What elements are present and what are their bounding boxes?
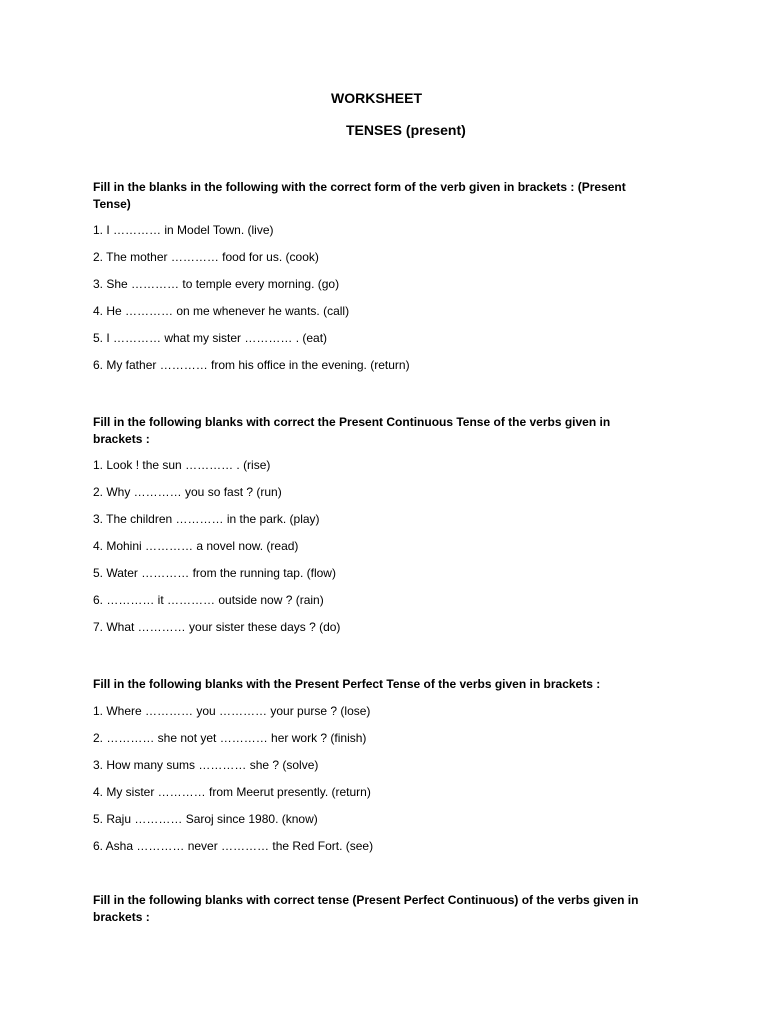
exercise-item: 1. I ………… in Model Town. (live)	[93, 223, 274, 237]
exercise-item: 3. She ………… to temple every morning. (go)	[93, 277, 340, 291]
exercise-item: 7. What ………… your sister these days ? (do)	[93, 620, 341, 634]
exercise-item: 3. How many sums ………… she ? (solve)	[93, 758, 319, 772]
exercise-item: 3. The children ………… in the park. (play)	[93, 512, 320, 526]
exercise-item: 4. Mohini ………… a novel now. (read)	[93, 539, 299, 553]
exercise-item: 5. Raju ………… Saroj since 1980. (know)	[93, 812, 318, 826]
exercise-item: 4. My sister ………… from Meerut presently. (return)	[93, 785, 371, 799]
exercise-item: 6. ………… it ………… outside now ? (rain)	[93, 593, 324, 607]
exercise-item: 2. The mother ………… food for us. (cook)	[93, 250, 319, 264]
exercise-item: 1. Where ………… you ………… your purse ? (lose)	[93, 704, 371, 718]
section-present-perfect-continuous	[93, 892, 653, 926]
section-present-tense	[93, 179, 653, 384]
section-present-perfect	[93, 676, 653, 865]
section-present-continuous	[93, 414, 653, 646]
worksheet-subtitle: TENSES (present)	[346, 122, 466, 138]
exercise-item: 2. Why ………… you so fast ? (run)	[93, 485, 282, 499]
exercise-item: 6. My father ………… from his office in the evening. (return)	[93, 358, 410, 372]
exercise-list	[93, 222, 653, 384]
exercise-list	[93, 703, 653, 865]
exercise-item: 4. He ………… on me whenever he wants. (call)	[93, 304, 350, 318]
worksheet-title: WORKSHEET	[331, 90, 422, 106]
exercise-item: 5. I ………… what my sister ………… . (eat)	[93, 331, 328, 345]
exercise-item: 1. Look ! the sun ………… . (rise)	[93, 458, 271, 472]
section-instruction: Fill in the following blanks with correct the Present Continuous Tense of the verbs given in brackets :	[93, 415, 611, 446]
exercise-item: 5. Water ………… from the running tap. (flow)	[93, 566, 336, 580]
exercise-item: 2. ………… she not yet ………… her work ? (finish)	[93, 731, 367, 745]
section-instruction: Fill in the blanks in the following with the correct form of the verb given in brackets : (Present Tense)	[93, 180, 626, 211]
section-instruction: Fill in the following blanks with correct tense (Present Perfect Continuous) of the verbs given in brackets :	[93, 893, 639, 924]
section-instruction: Fill in the following blanks with the Present Perfect Tense of the verbs given in brackets :	[93, 677, 601, 691]
exercise-item: 6. Asha ………… never ………… the Red Fort. (see)	[93, 839, 374, 853]
exercise-list	[93, 457, 653, 646]
